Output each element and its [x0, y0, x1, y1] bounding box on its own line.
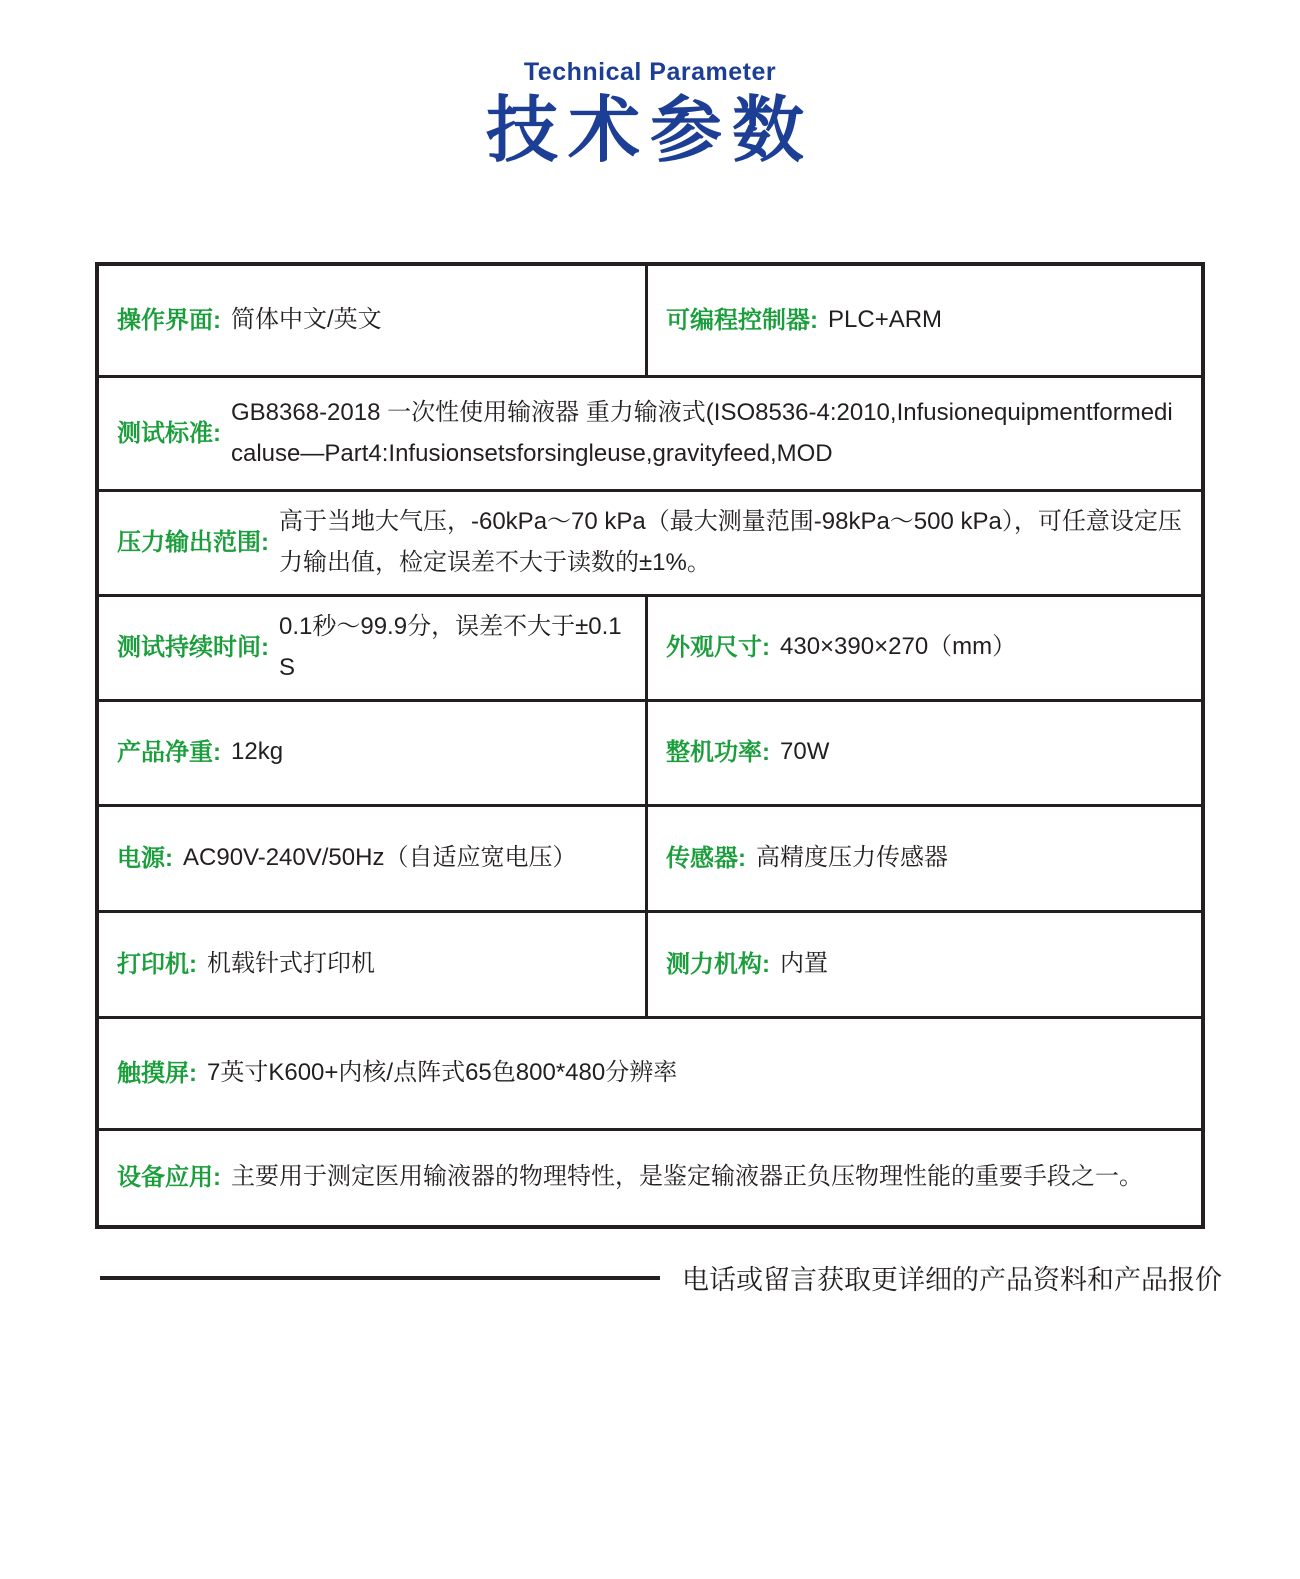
page-header [0, 0, 1300, 171]
spec-cell-total-power [648, 702, 1201, 804]
spec-cell-programmable-controller [648, 266, 1201, 375]
spec-label: 设备应用: [117, 1164, 221, 1191]
spec-cell-net-weight [99, 702, 648, 804]
spec-value: 高精度压力传感器 [756, 843, 948, 871]
spec-value: 内置 [780, 949, 828, 977]
spec-value: 机载针式打印机 [207, 949, 375, 977]
table-row [99, 594, 1201, 699]
spec-cell-sensor [648, 807, 1201, 910]
divider-line [100, 1276, 660, 1280]
spec-value: 430×390×270（mm） [780, 633, 1017, 661]
spec-cell-dimensions [648, 597, 1201, 699]
table-row [99, 266, 1201, 375]
spec-value: 高于当地大气压，-60kPa～70 kPa（最大测量范围-98kPa～500 kPa），可任意设定压力输出值，检定误差不大于读数的±1%。 [279, 508, 1182, 576]
table-row [99, 804, 1201, 910]
spec-cell-power-supply [99, 807, 648, 910]
spec-value: 12kg [231, 738, 284, 766]
subtitle-english: Technical Parameter [523, 58, 777, 86]
spec-label: 可编程控制器: [666, 306, 818, 334]
table-row [99, 489, 1201, 594]
spec-value: 70W [780, 738, 830, 766]
spec-label: 产品净重: [117, 739, 221, 766]
contact-note: 电话或留言获取更详细的产品资料和产品报价 [682, 1265, 1222, 1295]
spec-label: 整机功率: [666, 739, 770, 766]
spec-cell-printer [99, 913, 648, 1016]
table-row [99, 699, 1201, 804]
table-row [99, 375, 1201, 489]
spec-value: GB8368-2018 一次性使用输液器 重力输液式(ISO8536-4:2010,Infusionequipmentformedicaluse—Part4:Infusionsetsforsingleuse,gravityfeed,MOD [231, 398, 1173, 467]
spec-cell-pressure-output-range [99, 492, 1201, 594]
spec-cell-operation-interface [99, 266, 648, 375]
spec-label: 压力输出范围: [117, 529, 269, 557]
spec-label: 电源: [117, 844, 173, 872]
page-footer [100, 1258, 1220, 1297]
table-row [99, 910, 1201, 1016]
spec-cell-touch-screen [99, 1019, 1201, 1128]
spec-label: 操作界面: [117, 306, 221, 334]
spec-value: AC90V-240V/50Hz（自适应宽电压） [183, 843, 577, 871]
spec-value: PLC+ARM [828, 306, 943, 334]
spec-value: 主要用于测定医用输液器的物理特性，是鉴定输液器正负压物理性能的重要手段之一。 [231, 1163, 1143, 1191]
spec-label: 传感器: [666, 844, 746, 872]
spec-value: 7英寸K600+内核/点阵式65色800*480分辨率 [207, 1058, 678, 1086]
spec-cell-test-standard [99, 378, 1201, 489]
spec-value: 简体中文/英文 [231, 306, 382, 334]
page-title: 技术参数 [485, 91, 814, 171]
table-row [99, 1128, 1201, 1225]
table-row [99, 1016, 1201, 1128]
spec-label: 触摸屏: [117, 1059, 197, 1087]
spec-label: 测试标准: [117, 419, 221, 447]
spec-cell-test-duration [99, 597, 648, 699]
spec-table [95, 262, 1205, 1229]
spec-cell-device-application [99, 1131, 1201, 1225]
spec-label: 测试持续时间: [117, 634, 269, 661]
spec-value: 0.1秒～99.9分，误差不大于±0.1S [279, 612, 622, 681]
spec-label: 打印机: [117, 950, 197, 978]
spec-label: 外观尺寸: [666, 634, 770, 661]
spec-label: 测力机构: [666, 950, 770, 978]
spec-cell-force-mechanism [648, 913, 1201, 1016]
